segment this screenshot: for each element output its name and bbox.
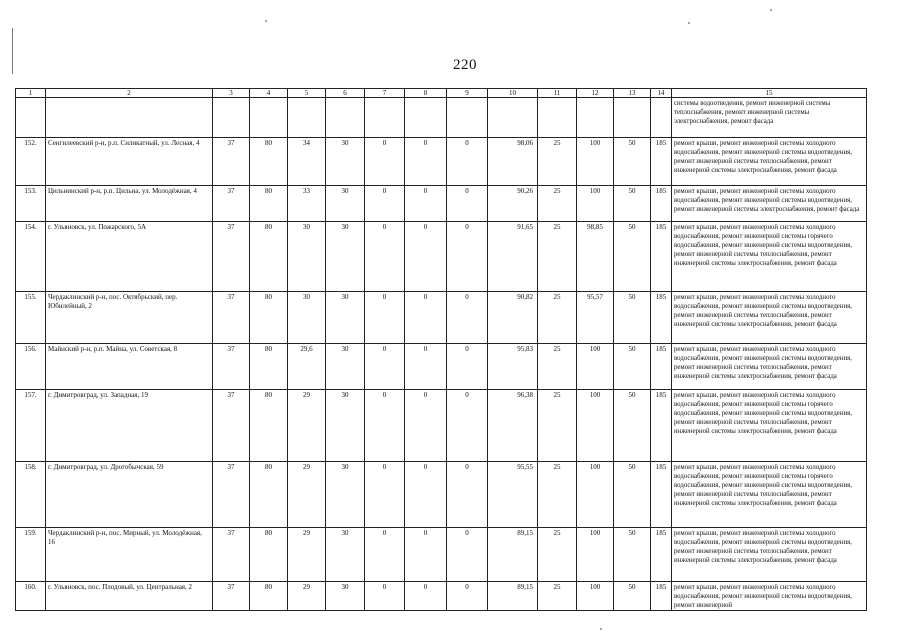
- table-row: [16, 390, 867, 462]
- value-cell-c5: 33: [288, 186, 326, 222]
- value-cell-c8: 0: [405, 528, 447, 582]
- value-cell-c3: 37: [213, 390, 250, 462]
- empty-cell: [405, 98, 447, 138]
- repair-works-cell: ремонт крыши, ремонт инженерной системы холодного водоснабжения, ремонт инженерной системы горячего водоснабжения, ремонт инженерной системы водоотведения, ремонт инженерной системы теплоснабжения, ремонт инженерной системы электроснабжения, ремонт фасада: [672, 222, 867, 292]
- row-number: 159.: [16, 528, 46, 582]
- value-cell-c3: 37: [213, 462, 250, 528]
- address-cell: г. Ульяновск, пос. Плодовый, ул. Центральная, 2: [46, 582, 213, 611]
- value-cell-c5: 30: [288, 292, 326, 344]
- repair-works-cell: ремонт крыши, ремонт инженерной системы холодного водоснабжения, ремонт инженерной системы водоотведения, ремонт инженерной системы теплоснабжения, ремонт инженерной системы электроснабжения, ремонт фасада: [672, 344, 867, 390]
- empty-cell: [365, 98, 405, 138]
- value-cell-c12: 100: [577, 582, 614, 611]
- continuation-row: [16, 98, 867, 138]
- value-cell-c8: 0: [405, 344, 447, 390]
- empty-cell: [16, 98, 46, 138]
- empty-cell: [46, 98, 213, 138]
- value-cell-c10: 98,06: [488, 138, 538, 186]
- column-header-5: 5: [288, 89, 326, 98]
- value-cell-c14: 185: [651, 344, 672, 390]
- value-cell-c10: 89,15: [488, 528, 538, 582]
- repair-works-cell: ремонт крыши, ремонт инженерной системы холодного водоснабжения, ремонт инженерной системы горячего водоснабжения, ремонт инженерной системы водоотведения, ремонт инженерной системы теплоснабжения, ремонт инженерной системы электроснабжения, ремонт фасада: [672, 390, 867, 462]
- column-header-1: 1: [16, 89, 46, 98]
- value-cell-c6: 30: [326, 292, 365, 344]
- value-cell-c4: 80: [250, 138, 288, 186]
- column-header-8: 8: [405, 89, 447, 98]
- value-cell-c13: 50: [614, 138, 651, 186]
- value-cell-c13: 50: [614, 186, 651, 222]
- value-cell-c5: 29: [288, 462, 326, 528]
- value-cell-c7: 0: [365, 528, 405, 582]
- value-cell-c5: 30: [288, 222, 326, 292]
- value-cell-c4: 80: [250, 344, 288, 390]
- value-cell-c7: 0: [365, 582, 405, 611]
- value-cell-c6: 30: [326, 462, 365, 528]
- row-number: 155.: [16, 292, 46, 344]
- housing-repair-table: [15, 88, 867, 611]
- value-cell-c9: 0: [447, 344, 488, 390]
- value-cell-c6: 30: [326, 582, 365, 611]
- value-cell-c5: 29: [288, 528, 326, 582]
- value-cell-c6: 30: [326, 528, 365, 582]
- row-number: 158.: [16, 462, 46, 528]
- empty-cell: [614, 98, 651, 138]
- value-cell-c6: 30: [326, 222, 365, 292]
- value-cell-c13: 50: [614, 292, 651, 344]
- value-cell-c8: 0: [405, 186, 447, 222]
- value-cell-c4: 80: [250, 582, 288, 611]
- value-cell-c9: 0: [447, 222, 488, 292]
- value-cell-c6: 30: [326, 344, 365, 390]
- repair-works-cell: ремонт крыши, ремонт инженерной системы холодного водоснабжения, ремонт инженерной системы водоотведения, ремонт инженерной системы электроснабжения, ремонт фасада: [672, 186, 867, 222]
- value-cell-c14: 185: [651, 528, 672, 582]
- value-cell-c13: 50: [614, 344, 651, 390]
- value-cell-c13: 50: [614, 222, 651, 292]
- row-number: 160.: [16, 582, 46, 611]
- value-cell-c12: 100: [577, 528, 614, 582]
- table-row: [16, 222, 867, 292]
- value-cell-c9: 0: [447, 582, 488, 611]
- table-row: [16, 344, 867, 390]
- value-cell-c3: 37: [213, 582, 250, 611]
- address-cell: г. Ульяновск, ул. Пожарского, 5А: [46, 222, 213, 292]
- column-header-3: 3: [213, 89, 250, 98]
- value-cell-c11: 25: [538, 528, 577, 582]
- value-cell-c10: 90,26: [488, 186, 538, 222]
- value-cell-c4: 80: [250, 186, 288, 222]
- value-cell-c5: 34: [288, 138, 326, 186]
- value-cell-c3: 37: [213, 186, 250, 222]
- column-header-14: 14: [651, 89, 672, 98]
- value-cell-c12: 98,85: [577, 222, 614, 292]
- value-cell-c11: 25: [538, 390, 577, 462]
- column-header-12: 12: [577, 89, 614, 98]
- value-cell-c7: 0: [365, 222, 405, 292]
- table-row: [16, 462, 867, 528]
- scan-speck: [600, 628, 602, 630]
- scan-speck: [688, 22, 690, 24]
- value-cell-c12: 95,57: [577, 292, 614, 344]
- value-cell-c9: 0: [447, 528, 488, 582]
- empty-cell: [488, 98, 538, 138]
- value-cell-c8: 0: [405, 138, 447, 186]
- value-cell-c14: 185: [651, 138, 672, 186]
- value-cell-c3: 37: [213, 138, 250, 186]
- page-number: 220: [453, 57, 477, 73]
- address-cell: Майнский р-н, р.п. Майна, ул. Советская, 8: [46, 344, 213, 390]
- table-row: [16, 138, 867, 186]
- value-cell-c3: 37: [213, 222, 250, 292]
- value-cell-c10: 91,65: [488, 222, 538, 292]
- empty-cell: [577, 98, 614, 138]
- value-cell-c7: 0: [365, 390, 405, 462]
- value-cell-c11: 25: [538, 582, 577, 611]
- value-cell-c10: 89,15: [488, 582, 538, 611]
- value-cell-c3: 37: [213, 344, 250, 390]
- value-cell-c11: 25: [538, 186, 577, 222]
- value-cell-c9: 0: [447, 138, 488, 186]
- value-cell-c10: 90,82: [488, 292, 538, 344]
- value-cell-c4: 80: [250, 390, 288, 462]
- value-cell-c7: 0: [365, 462, 405, 528]
- empty-cell: [213, 98, 250, 138]
- table-row: [16, 528, 867, 582]
- column-header-10: 10: [488, 89, 538, 98]
- table-body: [16, 89, 867, 611]
- value-cell-c6: 30: [326, 390, 365, 462]
- value-cell-c13: 50: [614, 582, 651, 611]
- value-cell-c9: 0: [447, 186, 488, 222]
- address-cell: Чердаклинский р-н, пос. Мирный, ул. Молодёжная, 16: [46, 528, 213, 582]
- empty-cell: [288, 98, 326, 138]
- value-cell-c3: 37: [213, 528, 250, 582]
- value-cell-c10: 96,38: [488, 390, 538, 462]
- value-cell-c5: 29: [288, 390, 326, 462]
- value-cell-c8: 0: [405, 390, 447, 462]
- value-cell-c4: 80: [250, 222, 288, 292]
- value-cell-c11: 25: [538, 462, 577, 528]
- repair-works-cell: системы водоотведения, ремонт инженерной системы теплоснабжения, ремонт инженерной системы электроснабжения, ремонт фасада: [672, 98, 867, 138]
- value-cell-c6: 30: [326, 186, 365, 222]
- row-number: 156.: [16, 344, 46, 390]
- repair-works-cell: ремонт крыши, ремонт инженерной системы холодного водоснабжения, ремонт инженерной системы водоотведения, ремонт инженерной системы теплоснабжения, ремонт инженерной системы электроснабжения, ремонт фасада: [672, 138, 867, 186]
- row-number: 154.: [16, 222, 46, 292]
- value-cell-c12: 100: [577, 390, 614, 462]
- column-header-row: [16, 89, 867, 98]
- value-cell-c10: 95,83: [488, 344, 538, 390]
- value-cell-c11: 25: [538, 344, 577, 390]
- value-cell-c4: 80: [250, 462, 288, 528]
- value-cell-c12: 100: [577, 344, 614, 390]
- column-header-11: 11: [538, 89, 577, 98]
- empty-cell: [447, 98, 488, 138]
- value-cell-c8: 0: [405, 582, 447, 611]
- value-cell-c12: 100: [577, 186, 614, 222]
- value-cell-c6: 30: [326, 138, 365, 186]
- value-cell-c3: 37: [213, 292, 250, 344]
- value-cell-c8: 0: [405, 462, 447, 528]
- row-number: 157.: [16, 390, 46, 462]
- value-cell-c13: 50: [614, 390, 651, 462]
- column-header-2: 2: [46, 89, 213, 98]
- value-cell-c12: 100: [577, 138, 614, 186]
- scan-speck: [265, 20, 267, 22]
- column-header-7: 7: [365, 89, 405, 98]
- address-cell: г. Димитровград, ул. Западная, 19: [46, 390, 213, 462]
- repair-works-cell: ремонт крыши, ремонт инженерной системы холодного водоснабжения, ремонт инженерной системы горячего водоснабжения, ремонт инженерной системы водоотведения, ремонт инженерной системы теплоснабжения, ремонт инженерной системы электроснабжения, ремонт фасада: [672, 462, 867, 528]
- value-cell-c14: 185: [651, 292, 672, 344]
- column-header-9: 9: [447, 89, 488, 98]
- value-cell-c8: 0: [405, 222, 447, 292]
- address-cell: г. Димитровград, ул. Дрогобычская, 59: [46, 462, 213, 528]
- value-cell-c14: 185: [651, 222, 672, 292]
- empty-cell: [326, 98, 365, 138]
- column-header-13: 13: [614, 89, 651, 98]
- address-cell: Цильнинский р-н, р.п. Цильна, ул. Молодёжная, 4: [46, 186, 213, 222]
- value-cell-c11: 25: [538, 292, 577, 344]
- address-cell: Чердаклинский р-н, пос. Октябрьский, пер. Юбилейный, 2: [46, 292, 213, 344]
- value-cell-c7: 0: [365, 186, 405, 222]
- value-cell-c7: 0: [365, 138, 405, 186]
- value-cell-c14: 185: [651, 462, 672, 528]
- table-row: [16, 186, 867, 222]
- empty-cell: [250, 98, 288, 138]
- value-cell-c11: 25: [538, 138, 577, 186]
- value-cell-c14: 185: [651, 582, 672, 611]
- value-cell-c14: 185: [651, 390, 672, 462]
- value-cell-c14: 185: [651, 186, 672, 222]
- value-cell-c11: 25: [538, 222, 577, 292]
- column-header-4: 4: [250, 89, 288, 98]
- row-number: 153.: [16, 186, 46, 222]
- column-header-6: 6: [326, 89, 365, 98]
- value-cell-c7: 0: [365, 292, 405, 344]
- value-cell-c13: 50: [614, 528, 651, 582]
- value-cell-c12: 100: [577, 462, 614, 528]
- repair-works-cell: ремонт крыши, ремонт инженерной системы холодного водоснабжения, ремонт инженерной системы водоотведения, ремонт инженерной системы теплоснабжения, ремонт инженерной системы электроснабжения, ремонт фасада: [672, 528, 867, 582]
- empty-cell: [651, 98, 672, 138]
- empty-cell: [538, 98, 577, 138]
- row-number: 152.: [16, 138, 46, 186]
- value-cell-c7: 0: [365, 344, 405, 390]
- address-cell: Сенгилеевский р-н, р.п. Силикатный, ул. Лесная, 4: [46, 138, 213, 186]
- value-cell-c5: 29: [288, 582, 326, 611]
- table-row: [16, 292, 867, 344]
- value-cell-c10: 95,55: [488, 462, 538, 528]
- scan-speck: [770, 9, 772, 11]
- value-cell-c9: 0: [447, 390, 488, 462]
- repair-works-cell: ремонт крыши, ремонт инженерной системы холодного водоснабжения, ремонт инженерной системы водоотведения, ремонт инженерной системы теплоснабжения, ремонт инженерной системы электроснабжения, ремонт фасада: [672, 292, 867, 344]
- table-row: [16, 582, 867, 611]
- value-cell-c4: 80: [250, 528, 288, 582]
- value-cell-c9: 0: [447, 462, 488, 528]
- repair-works-cell: ремонт крыши, ремонт инженерной системы холодного водоснабжения, ремонт инженерной системы водоотведения, ремонт инженерной: [672, 582, 867, 611]
- column-header-15: 15: [672, 89, 867, 98]
- value-cell-c8: 0: [405, 292, 447, 344]
- value-cell-c4: 80: [250, 292, 288, 344]
- value-cell-c5: 29,6: [288, 344, 326, 390]
- value-cell-c13: 50: [614, 462, 651, 528]
- value-cell-c9: 0: [447, 292, 488, 344]
